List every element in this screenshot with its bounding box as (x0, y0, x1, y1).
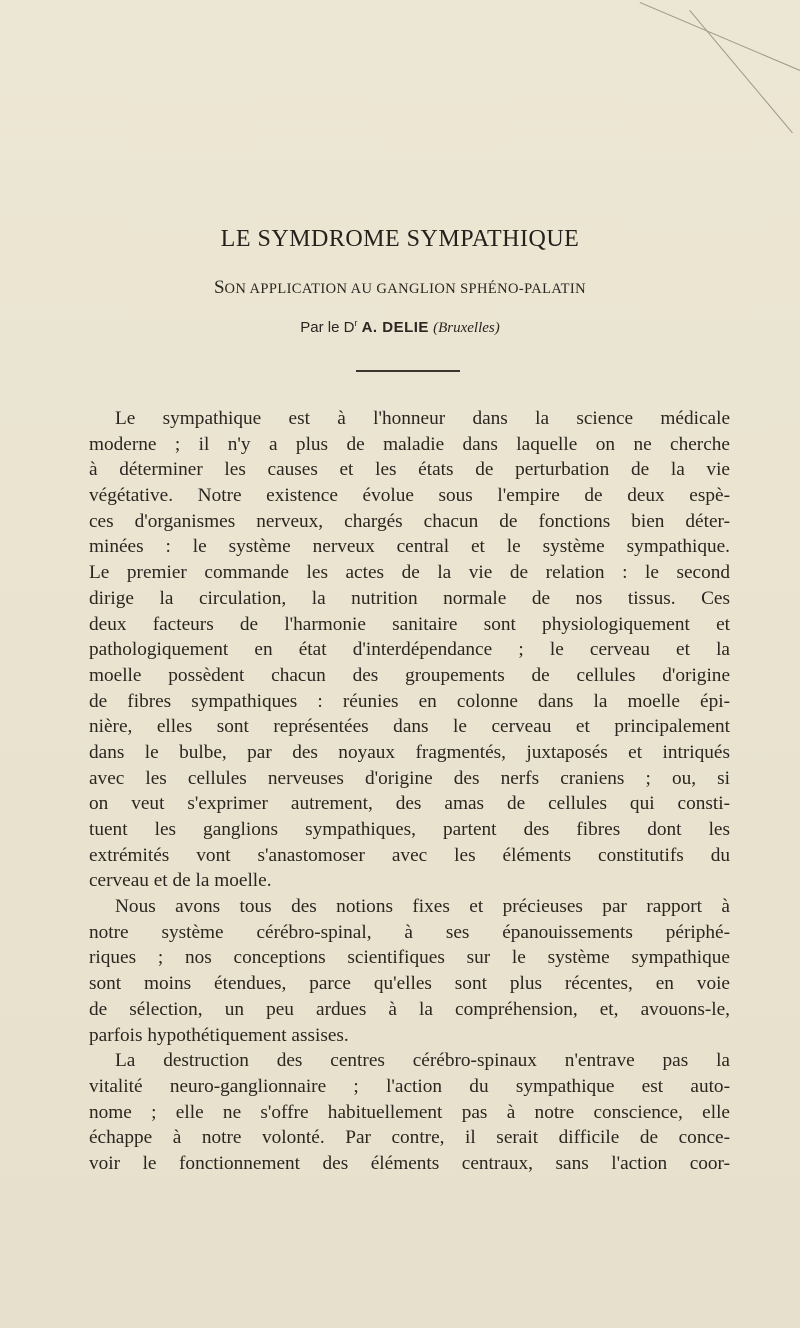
byline (0, 318, 800, 337)
subtitle-rest: ON APPLICATION AU GANGLION SPHÉNO-PALATIN (224, 281, 587, 297)
corner-scan-mark (640, 2, 800, 81)
body-line: pathologiquement en état d'interdépendance ; le cerveau et la (89, 639, 730, 661)
body-text (89, 406, 730, 1177)
body-line: ces d'organismes nerveux, chargés chacun de fonctions bien déter- (89, 510, 730, 532)
byline-prefix-sup: r (354, 318, 358, 328)
body-line: extrémités vont s'anastomoser avec les éléments constitutifs du (89, 844, 730, 866)
body-line: moelle possèdent chacun des groupements de cellules d'origine (89, 664, 730, 686)
body-line: nière, elles sont représentées dans le cerveau et principalement (89, 716, 730, 738)
body-line: on veut s'exprimer autrement, des amas de cellules qui consti- (89, 793, 730, 815)
body-line: parfois hypothétiquement assises. (89, 1024, 349, 1046)
body-line: nome ; elle ne s'offre habituellement pas à notre conscience, elle (89, 1101, 730, 1123)
body-line: Nous avons tous des notions fixes et précieuses par rapport à (115, 896, 730, 918)
body-line: dirige la circulation, la nutrition normale de nos tissus. Ces (89, 587, 730, 609)
body-line: avec les cellules nerveuses d'origine des nerfs craniens ; ou, si (89, 767, 730, 789)
body-line: notre système cérébro-spinal, à ses épanouissements périphé- (89, 921, 730, 943)
body-line: à déterminer les causes et les états de perturbation de la vie (89, 459, 730, 481)
body-line: vitalité neuro-ganglionnaire ; l'action du sympathique est auto- (89, 1075, 730, 1097)
byline-place: (Bruxelles) (433, 320, 500, 336)
article-title: LE SYMDROME SYMPATHIQUE (220, 226, 580, 252)
body-line: Le sympathique est à l'honneur dans la science médicale (115, 408, 730, 429)
body-line: Le premier commande les actes de la vie de relation : le second (89, 562, 730, 584)
subtitle-initial: S (213, 277, 225, 298)
body-line: dans le bulbe, par des noyaux fragmentés, juxtaposés et intriqués (89, 741, 730, 763)
body-line: deux facteurs de l'harmonie sanitaire sont physiologiquement et (89, 613, 730, 635)
byline-prefix: Par le D (300, 319, 355, 336)
body-line: sont moins étendues, parce qu'elles sont plus récentes, en voie (89, 973, 730, 995)
body-line: de sélection, un peu ardues à la compréhension, et, avouons-le, (89, 998, 730, 1020)
body-line: cerveau et de la moelle. (89, 870, 272, 892)
body-line: de fibres sympathiques : réunies en colonne dans la moelle épi- (89, 690, 730, 712)
body-line: minées : le système nerveux central et le système sympathique. (89, 536, 730, 558)
body-line: riques ; nos conceptions scientifiques sur le système sympathique (89, 947, 730, 969)
byline-author: A. DELIE (361, 319, 429, 336)
body-line: tuent les ganglions sympathiques, partent des fibres dont les (89, 819, 730, 840)
separator-rule (356, 370, 460, 372)
body-line: La destruction des centres cérébro-spinaux n'entrave pas la (115, 1050, 730, 1072)
corner-scan-mark (689, 10, 793, 133)
body-line: voir le fonctionnement des éléments centraux, sans l'action coor- (89, 1152, 730, 1174)
body-line: échappe à notre volonté. Par contre, il serait difficile de conce- (89, 1127, 730, 1149)
article-subtitle (0, 277, 800, 299)
body-line: moderne ; il n'y a plus de maladie dans laquelle on ne cherche (89, 433, 730, 455)
body-line: végétative. Notre existence évolue sous l'empire de deux espè- (89, 485, 730, 507)
